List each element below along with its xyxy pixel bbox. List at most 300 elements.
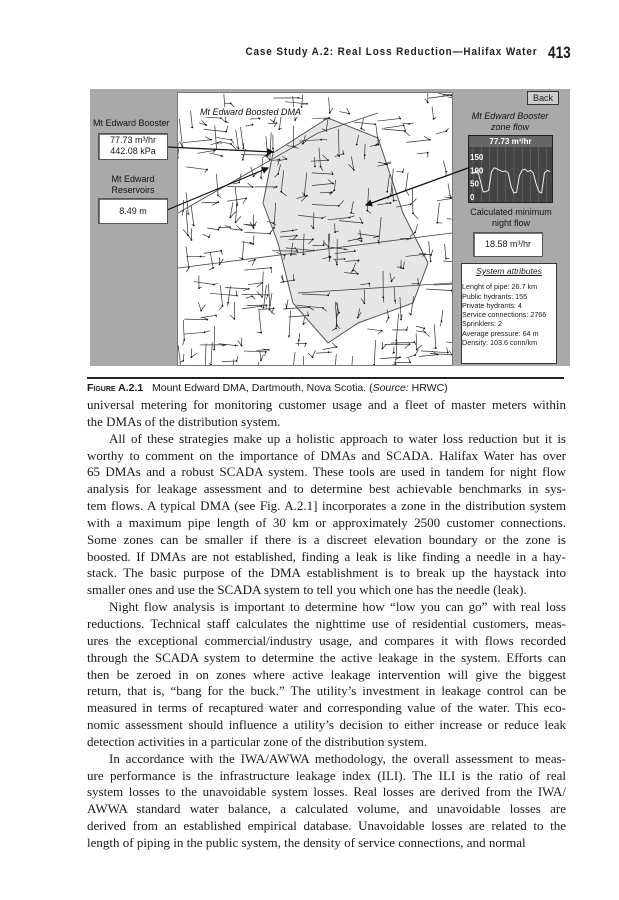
pipe-segment [186,256,205,257]
pipe-node [191,126,193,128]
zone-flow-chart [468,135,553,203]
min-night-value: 18.58 m³/hr [473,232,543,257]
text-line: the DMAs of the distribution system. [87,413,281,429]
pipe-node [265,304,267,306]
pipe-node [236,360,238,362]
pipe-segment [184,331,210,334]
pipe-node [297,97,299,99]
pipe-node [307,315,309,317]
pipe-node [388,317,390,319]
pipe-node [235,221,237,223]
pipe-segment [178,345,181,365]
pipe-segment [238,338,242,346]
pipe-node [260,305,262,307]
pipe-node [441,320,443,322]
pipe-segment [406,349,418,358]
pipe-node [424,253,426,255]
pipe-node [215,314,217,316]
pipe-segment [382,342,386,349]
pipe-node [381,348,383,350]
pipe-node [263,307,265,309]
pipe-node [327,159,329,161]
pipe-node [213,284,215,286]
pipe-node [344,258,346,260]
min-night-label-line1: Calculated minimum [470,207,552,217]
pipe-node [359,237,361,239]
pipe-segment [443,261,452,266]
pipe-node [217,201,219,203]
pipe-node [406,329,408,331]
pipe-node [230,102,232,104]
pipe-node [336,346,338,348]
pipe-node [241,229,243,231]
pipe-segment [204,251,222,255]
pipe-segment [188,228,192,240]
pipe-node [182,360,184,362]
pipe-segment [447,217,452,221]
pipe-segment [329,98,333,113]
text-line: with a maximum pipe length of 30 km or approximately 2500 customer connections. [87,514,566,530]
pipe-node [386,163,388,165]
pipe-node [349,217,351,219]
pipe-segment [205,344,208,365]
pipe-node [376,144,378,146]
text-line: smaller ones and use the SCADA system to tell you which one has the needle (leak). [87,582,527,598]
pipe-segment [216,174,220,198]
pipe-segment [183,136,211,142]
pipe-node [187,213,189,215]
pipe-node [283,281,285,283]
pipe-node [273,121,275,123]
pipe-node [252,124,254,126]
text-line: AWWA standard water balance, a calculated volume, and unavoidable losses are [87,801,566,817]
pipe-node [233,318,235,320]
pipe-node [269,233,271,235]
attribute-item: Public hydrants: 155 [462,291,528,301]
pipe-node [368,283,370,285]
pipe-segment [416,331,430,337]
pipe-node [328,117,330,119]
pipe-node [235,345,237,347]
booster-readout [98,133,168,160]
pipe-node [382,296,384,298]
text-line: boosted. If DMAs are not established, finding a leak is like finding a needle in a hay- [87,548,566,564]
pipe-node [409,361,411,363]
pipe-segment [230,302,234,319]
pipe-segment [225,287,249,290]
pipe-node [414,341,416,343]
text-line: All of these strategies make up a holistic approach to water loss reduction but it is [109,430,566,446]
text-line: 65 DMAs and a robust SCADA system. These tools are used in tandem for night flow [87,464,566,480]
pipe-node [395,363,397,365]
pipe-node [357,273,359,275]
pipe-segment [382,129,410,136]
attribute-item: Service connections: 2766 [462,310,547,320]
pipe-segment [334,354,339,365]
pipe-node [399,356,401,358]
pipe-segment [178,148,179,161]
pipe-node [393,352,395,354]
pipe-node [362,222,364,224]
caption-rule [87,377,564,379]
pipe-node [294,119,296,121]
pipe-node [302,253,304,255]
pipe-node [293,279,295,281]
pipe-node [260,332,262,334]
pipe-node [403,267,405,269]
pipe-node [377,235,379,237]
pipe-node [205,124,207,126]
pipe-node [402,171,404,173]
pipe-node [242,159,244,161]
pipe-node [336,264,338,266]
pipe-node [391,280,393,282]
pipe-node [445,171,447,173]
pipe-node [260,177,262,179]
pipe-node [394,300,396,302]
pipe-segment [179,119,182,146]
pipe-node [214,149,216,151]
pipe-node [445,130,447,132]
pipe-node [273,227,275,229]
pipe-segment [199,276,202,289]
pipe-node [400,319,402,321]
pipe-node [350,212,352,214]
pipe-segment [257,349,269,350]
pipe-node [229,216,231,218]
pipe-segment [273,135,274,152]
zone-flow-label-line1: Mt Edward Booster [471,111,549,121]
pipe-node [254,224,256,226]
pipe-segment [432,107,436,119]
pipe-segment [198,150,215,153]
flow-series-line [472,168,550,193]
pipe-node [414,354,416,356]
pipe-node [278,128,280,130]
pipe-segment [244,268,271,273]
pipe-segment [230,202,236,217]
text-line: system losses to the unavoidable system losses. Real losses are derived from the IWA/ [87,784,566,800]
pipe-node [272,148,274,150]
pipe-node [360,128,362,130]
body-text [87,397,566,852]
pipe-node [450,95,452,97]
pipe-node [445,258,447,260]
pipe-node [216,148,218,150]
pipe-segment [248,283,263,288]
pipe-node [314,166,316,168]
pipe-segment [425,93,428,102]
pipe-node [305,343,307,345]
pipe-node [304,194,306,196]
caption-label: Figure A.2.1 [87,382,144,394]
pipe-segment [417,153,427,158]
pipe-segment [354,122,376,124]
pipe-segment [250,235,254,244]
pipe-node [393,200,395,202]
pipe-segment [260,351,264,360]
pipe-node [430,254,432,256]
pipe-node [429,139,431,141]
pipe-node [399,118,401,120]
pipe-node [332,183,334,185]
pipe-node [405,189,407,191]
caption-text: Mount Edward DMA, Dartmouth, Nova Scotia. ( [151,382,373,394]
chart-tick-label: 150 [470,153,484,162]
pipe-node [348,113,350,115]
chart-tick-label: 100 [470,166,484,176]
pipe-node [322,307,324,309]
pipe-node [217,142,219,144]
system-attributes-box [461,263,557,364]
pipe-segment [183,210,188,235]
figure-scada-panel [90,89,570,366]
pipe-node [320,139,322,141]
pipe-node [330,191,332,193]
pipe-node [335,327,337,329]
pipe-node [254,259,256,261]
pipe-node [435,347,437,349]
pipe-node [200,310,202,312]
text-line: stack. The basic purpose of the DMA establishment is to break up the haystack into [87,565,566,581]
pipe-node [259,118,261,120]
pipe-segment [210,290,237,295]
pipe-node [390,194,392,196]
text-line: then be zeroed in on zones where active leakage intervention will give the biggest [87,666,566,682]
pipe-segment [316,352,332,353]
pipe-node [427,152,429,154]
caption-source: HRWC) [408,382,448,394]
pipe-node [363,302,365,304]
pipe-node [219,263,221,265]
pipe-node [381,330,383,332]
reservoir-label-line1: Mt Edward [111,174,155,184]
pipe-node [361,240,363,242]
pipe-node [276,186,278,188]
pipe-segment [268,123,276,127]
pipe-segment [241,154,266,158]
pipe-node [212,267,214,269]
pipe-segment [198,302,205,310]
pipe-segment [236,200,241,222]
pipe-node [227,302,229,304]
pipe-segment [199,120,206,125]
pipe-node [296,235,298,237]
pipe-segment [240,127,243,149]
pipe-node [252,186,254,188]
text-line: length of piping in the public system, the density of service connections, and normal [87,834,526,850]
pipe-segment [246,296,256,299]
pipe-segment [244,351,266,356]
pipe-node [423,328,425,330]
pipe-node [364,154,366,156]
pipe-node [269,309,271,311]
flow-trace-plot [469,147,552,202]
pipe-node [306,195,308,197]
pipe-node [238,147,240,149]
pipe-segment [416,333,422,349]
pipe-segment [367,329,381,334]
pipe-node [427,102,429,104]
pipe-node [373,364,375,365]
pipe-node [268,349,270,351]
pipe-node [220,117,222,119]
pipe-node [416,349,418,351]
pipe-node [395,339,397,341]
reservoir-label-line2: Reservoirs [111,185,155,195]
pipe-node [251,295,253,297]
pipe-node [414,232,416,234]
text-line: worthy to comment on the importance of DMAs and SCADA. Halifax Water has over [87,447,566,463]
pipe-node [321,217,323,219]
pipe-node [356,144,358,146]
back-button[interactable]: Back [527,91,559,105]
attributes-title: System attributes [476,266,542,276]
pipe-node [353,169,355,171]
text-line: ures the exceptional commercial/industry usage, and compares it with flows recorded [87,632,566,648]
pipe-node [410,314,412,316]
pipe-node [261,296,263,298]
pipe-node [236,204,238,206]
pipe-node [352,270,354,272]
text-line: analysis for leakage assessment and to determine best achievable benchmarks in sys- [87,481,566,497]
pipe-segment [191,348,196,357]
min-night-label-line2: night flow [491,218,531,228]
pipe-segment [308,350,315,357]
pipe-node [403,125,405,127]
text-line: derived from an established empirical database. Unavoidable losses are related to the [87,818,566,834]
pipe-node [312,356,314,358]
pipe-node [220,250,222,252]
paragraph [87,397,566,431]
pipe-node [277,173,279,175]
booster-pressure: 442.08 kPa [110,146,156,156]
pipe-node [329,112,331,114]
pipe-node [451,290,452,292]
pipe-segment [445,244,450,259]
pipe-node [199,256,201,258]
pipe-node [231,139,233,141]
pipe-segment [242,306,262,309]
pipe-segment [446,342,452,348]
pipe-segment [429,241,431,261]
pipe-node [198,287,200,289]
pipe-segment [219,141,237,149]
pipe-segment [258,362,259,365]
pipe-node [433,118,435,120]
pipe-segment [266,136,270,156]
pipe-segment [230,225,242,230]
pipe-node [323,244,325,246]
pipe-segment [433,324,436,348]
pipe-node [252,243,254,245]
pipe-node [267,294,269,296]
pipe-node [276,122,278,124]
pipe-segment [380,357,400,359]
pipe-segment [440,310,443,326]
pipe-segment [186,167,207,173]
pipe-node [183,339,185,341]
pipe-segment [204,126,228,132]
pipe-segment [205,117,226,123]
pipe-segment [259,308,274,313]
pipe-node [242,148,244,150]
pipe-segment [245,230,272,233]
pipe-segment [232,359,234,365]
text-line: reductions. Technical staff calculates the nighttime use of residential customers, meas- [87,615,566,631]
pipe-node [210,139,212,141]
text-line: measured in terms of recaptured water and corresponding value of the water. This eco- [87,700,566,716]
pipe-node [306,103,308,105]
pipe-node [280,191,282,193]
pipe-node [191,239,193,241]
pipe-node [204,331,206,333]
pipe-segment [426,289,452,296]
pipe-node [190,356,192,358]
pipe-node [357,317,359,319]
dma-network-map [177,92,453,366]
pipe-node [285,158,287,160]
zone-flow-label-line2: zone flow [490,122,530,132]
pipe-node [408,123,410,125]
pipe-segment [219,258,223,265]
pipe-node [238,182,240,184]
pipe-node [222,305,224,307]
attribute-item: Average pressure: 64 m [462,328,539,338]
running-head: Case Study A.2: Real Loss Reduction—Halifax Water [244,46,537,58]
pipe-segment [351,356,354,365]
booster-flow: 77.73 m³/hr [109,135,157,145]
pipe-segment [443,161,446,177]
text-line: through the SCADA system to determine the active leakage in the system. Efforts can [87,649,566,665]
min-night-label [460,207,562,229]
pipe-node [288,335,290,337]
pipe-segment [391,342,416,345]
pipe-node [225,121,227,123]
pipe-node [366,210,368,212]
pipe-segment [286,299,288,308]
pipe-node [252,227,254,229]
text-line: Night flow analysis is important to determine how “low you can go” with real loss [109,599,566,615]
pipe-node [410,203,412,205]
pipe-node [181,146,183,148]
pipe-segment [209,342,212,365]
pipe-segment [323,343,337,350]
pipe-node [296,250,298,252]
pipe-node [436,222,438,224]
pipe-node [328,256,330,258]
pipe-node [412,212,414,214]
pipe-segment [183,320,185,345]
pipe-segment [236,129,239,148]
zone-flow-label [460,111,560,133]
pipe-node [354,250,356,252]
pipe-segment [182,200,183,216]
pipe-node [178,156,179,158]
pipe-node [333,189,335,191]
pipe-segment [281,275,284,282]
pipe-segment [248,260,255,266]
dma-zone-shading [263,118,428,343]
pipe-node [417,283,419,285]
pipe-node [225,131,227,133]
pipe-segment [406,173,409,196]
text-line: detection activities in a particular zone of the distribution system. [87,733,428,749]
caption-source-label: Source: [372,382,409,394]
pipe-node [447,352,449,354]
pipe-node [230,143,232,145]
attribute-item: Density: 103.6 conn/km [462,338,538,348]
